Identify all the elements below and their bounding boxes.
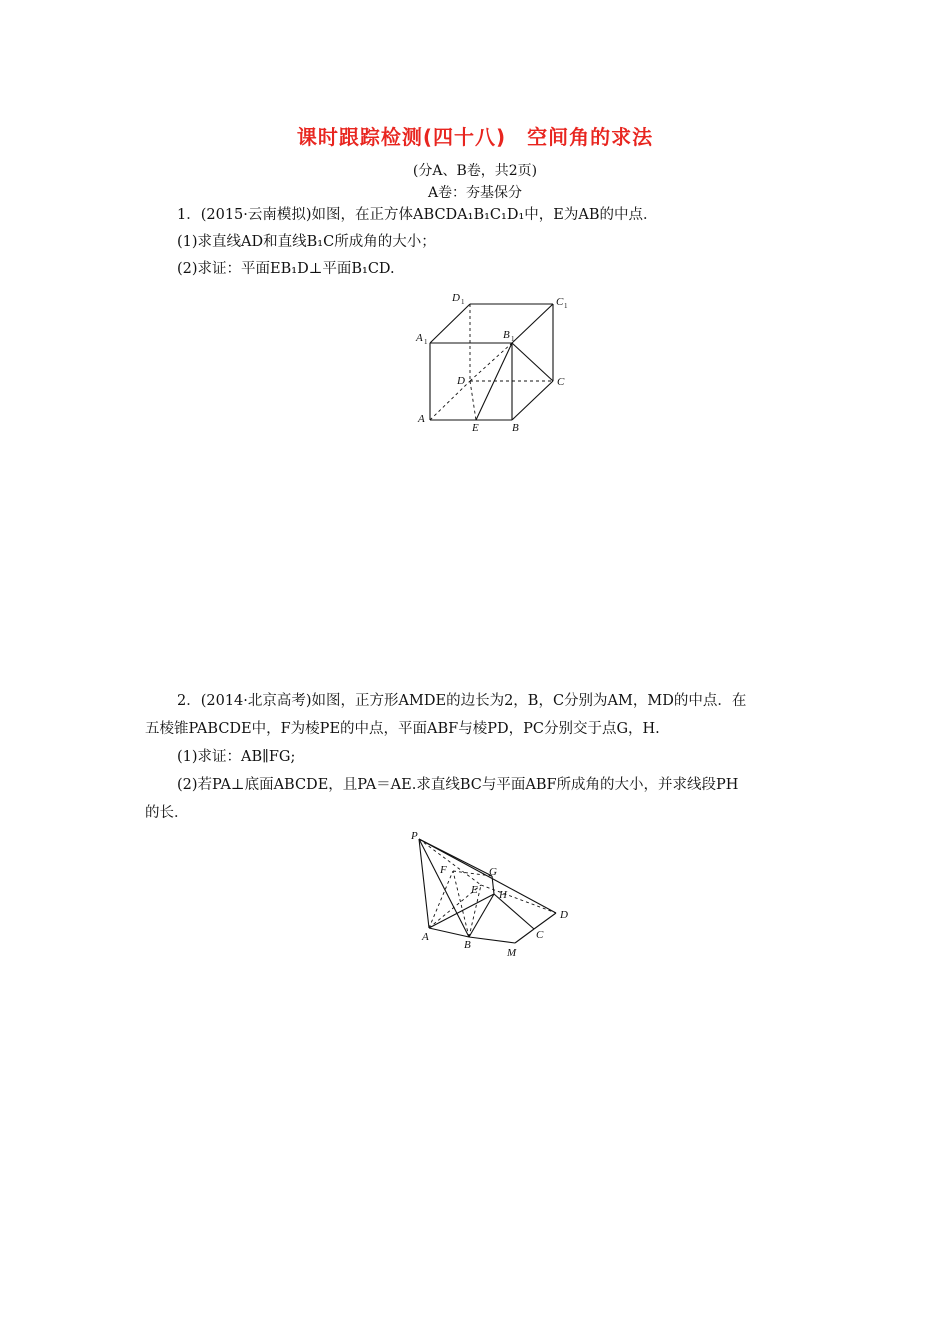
page-title: 课时跟踪检测(四十八) 空间角的求法 (296, 125, 654, 149)
label-C: C (557, 376, 565, 388)
page-subtitle: (分A、B卷，共2页) (412, 163, 538, 179)
cube-figure (410, 290, 580, 435)
problem-1-part-2: (2)求证：平面EB₁D⊥平面B₁CD. (177, 261, 395, 277)
problem-2-part-2: (2)若PA⊥底面ABCDE，且PA＝AE.求直线BC与平面ABF所成角的大小，并求线段PH (177, 777, 739, 793)
label-H: H (499, 889, 507, 901)
label-A1: A (416, 332, 423, 344)
label-C1: C (556, 296, 564, 308)
svg-text:1: 1 (564, 302, 568, 310)
problem-2-part-1: (1)求证：AB∥FG; (177, 749, 296, 765)
svg-text:1: 1 (424, 338, 428, 346)
label-F: F (440, 864, 447, 876)
problem-1-part-1: (1)求直线AD和直线B₁C所成角的大小； (177, 234, 436, 250)
problem-2-stem: 2．(2014·北京高考)如图，正方形AMDE的边长为2，B，C分别为AM，MD的中点．在 (177, 693, 747, 709)
problem-2-part-2-cont: 的长． (145, 805, 189, 821)
label-D: D (457, 375, 465, 387)
problem-1-stem: 1．(2015·云南模拟)如图，在正方体ABCDA₁B₁C₁D₁中，E为AB的中点． (177, 207, 658, 223)
problem-2-stem-cont: 五棱锥PABCDE中，F为棱PE的中点，平面ABF与棱PD，PC分别交于点G，H. (145, 721, 660, 737)
svg-text:1: 1 (461, 298, 465, 306)
label-D1: D (452, 292, 460, 304)
label-A: A (418, 413, 425, 425)
section-heading: A卷：夯基保分 (427, 185, 523, 201)
label-C: C (536, 929, 544, 941)
label-B: B (512, 422, 519, 434)
label-B1: B (503, 329, 510, 341)
label-E: E (472, 422, 479, 434)
label-E: E (471, 884, 478, 896)
svg-text:1: 1 (511, 335, 515, 343)
label-B: B (464, 939, 471, 951)
pyramid-figure (405, 825, 580, 960)
label-A: A (422, 931, 429, 943)
label-P: P (411, 830, 418, 842)
label-D: D (560, 909, 568, 921)
label-G: G (489, 866, 497, 878)
label-M: M (507, 947, 517, 959)
